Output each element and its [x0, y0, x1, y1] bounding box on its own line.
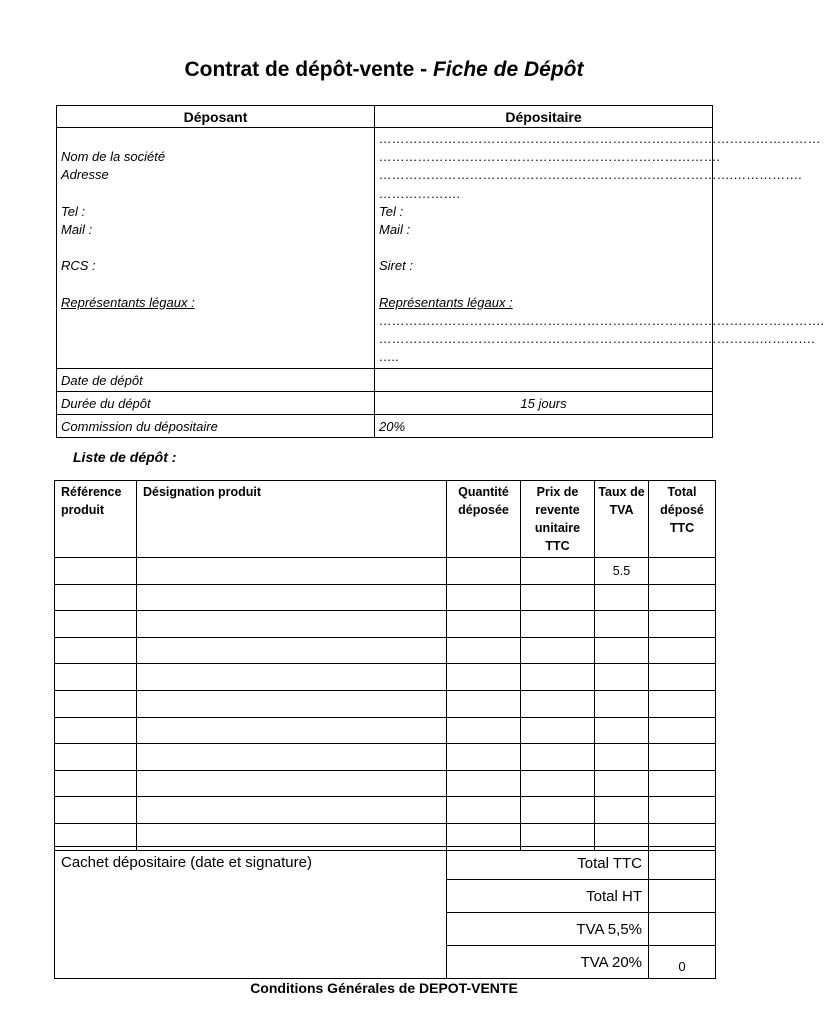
deposant-line: Tel : [61, 203, 86, 219]
table-cell [55, 611, 137, 638]
table-row [55, 558, 716, 585]
table-cell [649, 717, 716, 744]
commission-label: Commission du dépositaire [57, 415, 375, 438]
table-cell [521, 558, 595, 585]
table-cell [137, 744, 447, 771]
table-cell [137, 770, 447, 797]
table-cell [595, 770, 649, 797]
table-cell [55, 797, 137, 824]
table-cell [649, 770, 716, 797]
table-cell [521, 690, 595, 717]
table-row [55, 744, 716, 771]
table-cell [595, 797, 649, 824]
footer-title: Conditions Générales de DEPOT-VENTE [250, 980, 518, 996]
table-cell [55, 770, 137, 797]
table-cell [55, 558, 137, 585]
page-title [0, 58, 768, 82]
tva-55-label: TVA 5,5% [447, 913, 649, 946]
party-table [56, 105, 825, 438]
deposant-line [61, 130, 370, 148]
header-reference: Référence produit [55, 481, 137, 558]
table-cell [447, 797, 521, 824]
table-cell [595, 690, 649, 717]
table-cell [649, 558, 716, 585]
header-designation: Désignation produit [137, 481, 447, 558]
table-cell [595, 611, 649, 638]
deposant-line: Représentants légaux : [61, 294, 195, 310]
tva-20-label: TVA 20% [447, 946, 649, 979]
table-cell [595, 717, 649, 744]
table-cell [447, 664, 521, 691]
depositaire-line: Mail : [379, 221, 411, 237]
table-cell [595, 637, 649, 664]
header-prix: Prix de revente unitaire TTC [521, 481, 595, 558]
tva-20-value: 0 [649, 946, 716, 979]
table-cell [55, 717, 137, 744]
table-cell [521, 664, 595, 691]
table-cell [447, 744, 521, 771]
depositaire-line: Tel : [379, 203, 404, 219]
table-cell [595, 584, 649, 611]
table-row [55, 690, 716, 717]
table-cell [137, 558, 447, 585]
table-cell [595, 744, 649, 771]
table-cell [649, 664, 716, 691]
header-depositaire: Dépositaire [375, 106, 713, 128]
table-cell [55, 744, 137, 771]
table-cell [55, 664, 137, 691]
table-cell [521, 637, 595, 664]
table-cell [595, 664, 649, 691]
deposant-details [57, 128, 375, 369]
title-main: Contrat de dépôt-vente - [184, 58, 433, 81]
products-table [54, 480, 716, 851]
deposant-line: Mail : [61, 221, 93, 237]
table-cell [137, 797, 447, 824]
table-cell [137, 637, 447, 664]
table-row [55, 611, 716, 638]
duree-depot-value: 15 jours [375, 392, 713, 415]
table-cell [447, 584, 521, 611]
totals-table [54, 846, 716, 979]
header-taux: Taux de TVA [595, 481, 649, 558]
table-cell [521, 611, 595, 638]
deposant-line: Adresse [61, 167, 109, 183]
date-depot-value [375, 369, 713, 392]
table-cell [447, 690, 521, 717]
table-cell [521, 584, 595, 611]
tva-55-value [649, 913, 716, 946]
depositaire-line [379, 276, 708, 294]
table-row [55, 664, 716, 691]
table-cell: 5.5 [595, 558, 649, 585]
list-title: Liste de dépôt : [73, 449, 177, 465]
table-cell [447, 637, 521, 664]
depositaire-line: ……………………………………………………………………. [379, 149, 721, 165]
depositaire-line [379, 239, 708, 257]
table-row [55, 584, 716, 611]
table-cell [649, 611, 716, 638]
deposant-line [61, 185, 370, 203]
depositaire-line: ………………. [379, 185, 461, 201]
total-ttc-value [649, 847, 716, 880]
table-cell [55, 690, 137, 717]
table-row [55, 770, 716, 797]
table-cell [55, 637, 137, 664]
depositaire-line: …………………………………………………………………………….…………. [379, 331, 816, 347]
table-cell [137, 690, 447, 717]
deposant-line [61, 239, 370, 257]
total-ttc-label: Total TTC [447, 847, 649, 880]
header-total: Total déposé TTC [649, 481, 716, 558]
table-cell [447, 611, 521, 638]
table-cell [649, 797, 716, 824]
table-cell [137, 717, 447, 744]
table-cell [521, 717, 595, 744]
depositaire-line: Représentants légaux : [379, 294, 513, 310]
date-depot-label: Date de dépôt [57, 369, 375, 392]
table-cell [649, 690, 716, 717]
depositaire-line: ………………………………………………………………………………………… [379, 131, 821, 146]
duree-depot-label: Durée du dépôt [57, 392, 375, 415]
table-row [55, 637, 716, 664]
table-row [55, 717, 716, 744]
table-cell [447, 717, 521, 744]
total-ht-value [649, 880, 716, 913]
depositaire-line: …………………………………………………………………………………………. [379, 312, 825, 328]
table-cell [447, 558, 521, 585]
header-deposant: Déposant [57, 106, 375, 128]
table-cell [137, 611, 447, 638]
table-cell [521, 770, 595, 797]
table-cell [649, 744, 716, 771]
table-row [55, 797, 716, 824]
table-cell [137, 664, 447, 691]
table-cell [521, 744, 595, 771]
deposant-line: RCS : [61, 258, 96, 274]
table-cell [649, 584, 716, 611]
table-cell [55, 584, 137, 611]
deposant-line [61, 276, 370, 294]
table-cell [521, 797, 595, 824]
cachet-depositaire: Cachet dépositaire (date et signature) [55, 847, 447, 979]
title-italic: Fiche de Dépôt [432, 58, 584, 81]
table-cell [447, 770, 521, 797]
depositaire-line: ….. [379, 349, 400, 365]
deposant-line: Nom de la société [61, 149, 166, 165]
depositaire-details [375, 128, 825, 369]
table-cell [649, 637, 716, 664]
commission-value: 20% [375, 415, 713, 438]
depositaire-line: ……………………………………………………………………….……………. [379, 167, 803, 183]
table-cell [137, 584, 447, 611]
header-quantite: Quantité déposée [447, 481, 521, 558]
depositaire-line: Siret : [379, 258, 413, 274]
total-ht-label: Total HT [447, 880, 649, 913]
